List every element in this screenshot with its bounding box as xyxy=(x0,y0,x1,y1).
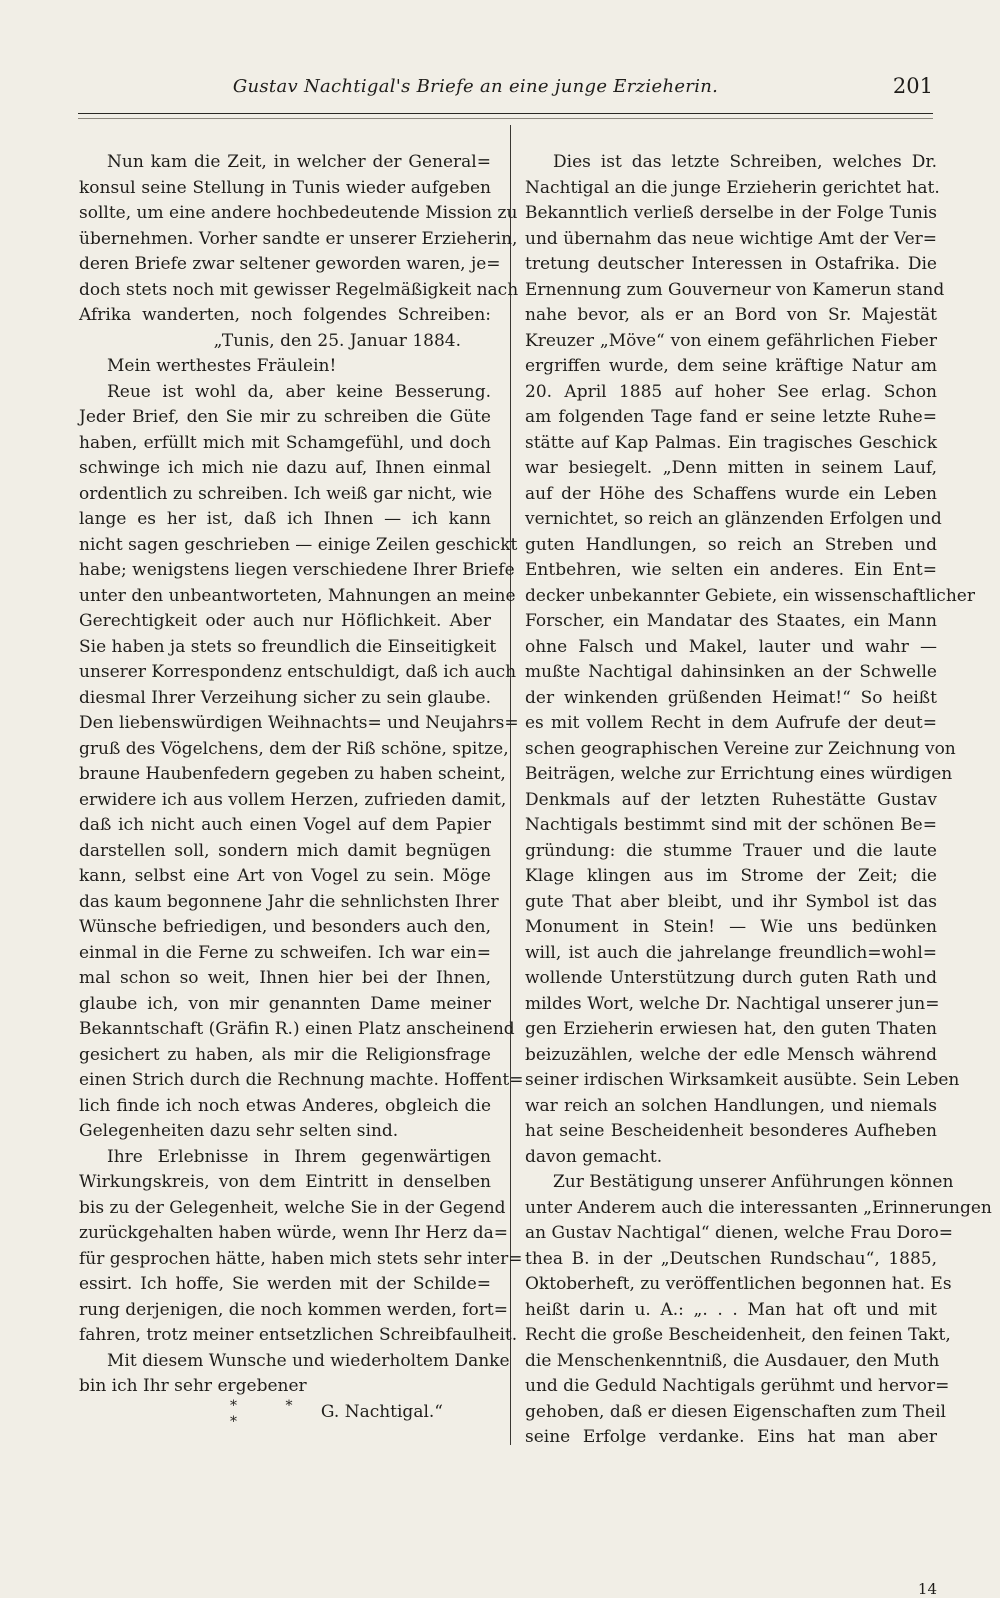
text-line: unserer Korrespondenz entschuldigt, daß ich auch xyxy=(79,662,517,682)
text-line: einmal in die Ferne zu schweifen. Ich war ein= xyxy=(79,942,491,963)
text-line: Ernennung zum Gouverneur von Kamerun stand xyxy=(525,279,945,300)
header-rule-thin xyxy=(78,118,933,119)
text-line: braune Haubenfedern gegeben zu haben scheint, xyxy=(79,764,506,784)
text-line: habe; wenigstens liegen verschiedene Ihrer Briefe xyxy=(79,560,515,580)
text-line: daß ich nicht auch einen Vogel auf dem Papier xyxy=(79,815,491,835)
text-line: glaube ich, von mir genannten Dame meiner xyxy=(79,993,491,1014)
section-asterisks: * * * xyxy=(230,1398,315,1430)
text-line: lange es her ist, daß ich Ihnen — ich kann xyxy=(79,509,491,529)
text-line: heißt darin u. A.: „. . . Man hat oft und mit xyxy=(525,1299,937,1320)
text-line: Forscher, ein Mandatar des Staates, ein Mann xyxy=(525,611,937,631)
text-line: Gerechtigkeit oder auch nur Höflichkeit. Aber xyxy=(79,611,491,631)
text-line: seine Erfolge verdanke. Eins hat man aber xyxy=(525,1427,937,1447)
text-line: sollte, um eine andere hochbedeutende Mission zu xyxy=(79,203,518,223)
text-line: es mit vollem Recht in dem Aufrufe der deut= xyxy=(525,713,937,733)
text-line: rung derjenigen, die noch kommen werden, fort= xyxy=(79,1299,508,1320)
text-line: doch stets noch mit gewisser Regelmäßigkeit nach xyxy=(79,279,519,300)
text-line: Nachtigals bestimmt sind mit der schönen Be= xyxy=(525,815,937,835)
header-rule xyxy=(78,113,933,114)
text-line: darstellen soll, sondern mich damit begnügen xyxy=(79,840,491,861)
left-column xyxy=(79,150,524,1430)
text-line: beizuzählen, welche der edle Mensch während xyxy=(525,1044,937,1065)
text-line: deren Briefe zwar seltener geworden waren, je= xyxy=(79,254,501,274)
text-line: 20. April 1885 auf hoher See erlag. Schon xyxy=(525,381,937,402)
text-line: mal schon so weit, Ihnen hier bei der Ihnen, xyxy=(79,968,491,988)
text-line: will, ist auch die jahrelange freundlich=wohl= xyxy=(525,942,937,963)
text-line: wollende Unterstützung durch guten Rath und xyxy=(525,968,937,988)
text-line: kann, selbst eine Art von Vogel zu sein. Möge xyxy=(79,866,491,886)
text-line: essirt. Ich hoffe, Sie werden mit der Schilde= xyxy=(79,1274,491,1294)
text-line: Zur Bestätigung unserer Anführungen können xyxy=(553,1172,954,1192)
text-line: war reich an solchen Handlungen, und niemals xyxy=(525,1095,937,1116)
text-line: Gelegenheiten dazu sehr selten sind. xyxy=(79,1121,399,1141)
text-line: nicht sagen geschrieben — einige Zeilen geschickt xyxy=(79,534,518,555)
text-line: stätte auf Kap Palmas. Ein tragisches Geschick xyxy=(525,432,937,453)
text-line: gehoben, daß er diesen Eigenschaften zum Theil xyxy=(525,1401,946,1422)
text-line: Reue ist wohl da, aber keine Besserung. xyxy=(107,381,491,402)
text-line: Beiträgen, welche zur Errichtung eines würdigen xyxy=(525,764,953,784)
text-line: Afrika wanderten, noch folgendes Schreiben: xyxy=(79,305,491,325)
column-divider xyxy=(510,125,511,1445)
text-line: Kreuzer „Möve“ von einem gefährlichen Fieber xyxy=(525,330,937,351)
text-line: hat seine Bescheidenheit besonderes Aufheben xyxy=(525,1121,937,1141)
text-line: am folgenden Tage fand er seine letzte Ruhe= xyxy=(525,407,937,427)
text-line: davon gemacht. xyxy=(525,1146,663,1167)
text-line: Denkmals auf der letzten Ruhestätte Gustav xyxy=(525,789,937,810)
text-line: an Gustav Nachtigal“ dienen, welche Frau Doro= xyxy=(525,1223,954,1243)
text-line: zurückgehalten haben würde, wenn Ihr Herz da= xyxy=(79,1223,509,1243)
text-line: Bekanntschaft (Gräfin R.) einen Platz anscheinend xyxy=(79,1019,515,1039)
text-line: einen Strich durch die Rechnung machte. Hoffent= xyxy=(79,1070,524,1090)
text-line: ohne Falsch und Makel, lauter und wahr — xyxy=(525,636,937,657)
text-line: decker unbekannter Gebiete, ein wissenschaftlicher xyxy=(525,585,975,606)
text-line: thea B. in der „Deutschen Rundschau“, 1885, xyxy=(525,1248,937,1269)
text-line: mußte Nachtigal dahinsinken an der Schwelle xyxy=(525,662,937,682)
text-line: guten Handlungen, so reich an Streben und xyxy=(525,534,937,555)
text-line: unter den unbeantworteten, Mahnungen an meine xyxy=(79,585,516,606)
text-line: Klage klingen aus im Strome der Zeit; die xyxy=(525,866,937,886)
text-line: übernehmen. Vorher sandte er unserer Erzieherin, xyxy=(79,228,518,249)
text-line: Oktoberheft, zu veröffentlichen begonnen hat. Es xyxy=(525,1274,952,1294)
text-line: gruß des Vögelchens, dem der Riß schöne, spitze, xyxy=(79,738,509,759)
text-line: Monument in Stein! — Wie uns bedünken xyxy=(525,917,937,937)
text-line: schwinge ich mich nie dazu auf, Ihnen einmal xyxy=(79,458,491,478)
text-line: gute That aber bleibt, und ihr Symbol ist das xyxy=(525,891,937,912)
text-line: Wirkungskreis, von dem Eintritt in denselben xyxy=(79,1172,491,1192)
text-line: unter Anderem auch die interessanten „Erinnerungen xyxy=(525,1197,992,1218)
text-line: der winkenden grüßenden Heimat!“ So heißt xyxy=(525,687,937,708)
text-line: Sie haben ja stets so freundlich die Einseitigkeit xyxy=(79,636,497,657)
text-line: Jeder Brief, den Sie mir zu schreiben die Güte xyxy=(79,407,491,427)
right-column xyxy=(525,150,992,1598)
text-line: Wünsche befriedigen, und besonders auch den, xyxy=(79,917,491,937)
text-line: Nachtigal an die junge Erzieherin gerichtet hat. xyxy=(525,177,940,198)
running-title: Gustav Nachtigal's Briefe an eine junge Erzieherin. xyxy=(232,76,719,97)
text-line: die Menschenkenntniß, die Ausdauer, den Muth xyxy=(525,1350,940,1371)
text-line: Recht die große Bescheidenheit, den feinen Takt, xyxy=(525,1325,951,1345)
text-line: G. Nachtigal.“ xyxy=(320,1401,443,1422)
text-line: gen Erzieherin erwiesen hat, den guten Thaten xyxy=(525,1019,937,1039)
text-line: Entbehren, wie selten ein anderes. Ein Ent= xyxy=(525,560,937,580)
text-line: und übernahm das neue wichtige Amt der Ver= xyxy=(525,228,937,249)
text-line: Mit diesem Wunsche und wiederholtem Danke xyxy=(107,1350,510,1371)
text-line: fahren, trotz meiner entsetzlichen Schreibfaulheit. xyxy=(79,1325,518,1345)
text-line: auf der Höhe des Schaffens wurde ein Leben xyxy=(525,483,937,504)
text-line: bis zu der Gelegenheit, welche Sie in der Gegend xyxy=(79,1197,506,1218)
text-line: erwidere ich aus vollem Herzen, zufrieden damit, xyxy=(79,789,507,810)
text-line: diesmal Ihrer Verzeihung sicher zu sein glaube. xyxy=(79,687,491,708)
text-line: nahe bevor, als er an Bord von Sr. Majestät xyxy=(525,305,937,325)
text-line: lich finde ich noch etwas Anderes, obgleich die xyxy=(79,1095,491,1116)
text-line: Ihre Erlebnisse in Ihrem gegenwärtigen xyxy=(107,1146,491,1167)
text-line: bin ich Ihr sehr ergebener xyxy=(79,1376,307,1396)
signature-mark: 14 xyxy=(917,1580,937,1598)
text-line: war besiegelt. „Denn mitten in seinem Lauf, xyxy=(525,458,937,478)
text-line: ergriffen wurde, dem seine kräftige Natur am xyxy=(525,356,937,376)
text-line: und die Geduld Nachtigals gerühmt und hervor= xyxy=(525,1376,950,1396)
text-line: schen geographischen Vereine zur Zeichnung von xyxy=(525,738,956,759)
text-line: mildes Wort, welche Dr. Nachtigal unserer jun= xyxy=(525,993,940,1014)
text-line: vernichtet, so reich an glänzenden Erfolgen und xyxy=(525,509,942,529)
text-line: Nun kam die Zeit, in welcher der General= xyxy=(107,152,491,172)
text-line: konsul seine Stellung in Tunis wieder aufgeben xyxy=(79,177,491,198)
page-header xyxy=(78,74,933,104)
text-line: ordentlich zu schreiben. Ich weiß gar nicht, wie xyxy=(79,483,493,504)
text-line: das kaum begonnene Jahr die sehnlichsten Ihrer xyxy=(79,891,499,912)
text-line: Bekanntlich verließ derselbe in der Folge Tunis xyxy=(525,203,937,223)
text-line: Dies ist das letzte Schreiben, welches Dr. xyxy=(553,152,937,172)
text-line: seiner irdischen Wirksamkeit ausübte. Sein Leben xyxy=(525,1070,960,1090)
text-line: gründung: die stumme Trauer und die laute xyxy=(525,840,937,861)
text-line: für gesprochen hätte, haben mich stets sehr inter= xyxy=(79,1248,523,1269)
text-line: gesichert zu haben, als mir die Religionsfrage xyxy=(79,1044,491,1065)
text-line: tretung deutscher Interessen in Ostafrika. Die xyxy=(525,254,937,274)
text-line: „Tunis, den 25. Januar 1884. xyxy=(213,330,461,351)
page-number: 201 xyxy=(892,74,933,98)
text-line: Mein werthestes Fräulein! xyxy=(107,356,337,376)
text-line: haben, erfüllt mich mit Schamgefühl, und doch xyxy=(79,432,491,453)
text-line: Den liebenswürdigen Weihnachts= und Neujahrs= xyxy=(79,713,519,733)
